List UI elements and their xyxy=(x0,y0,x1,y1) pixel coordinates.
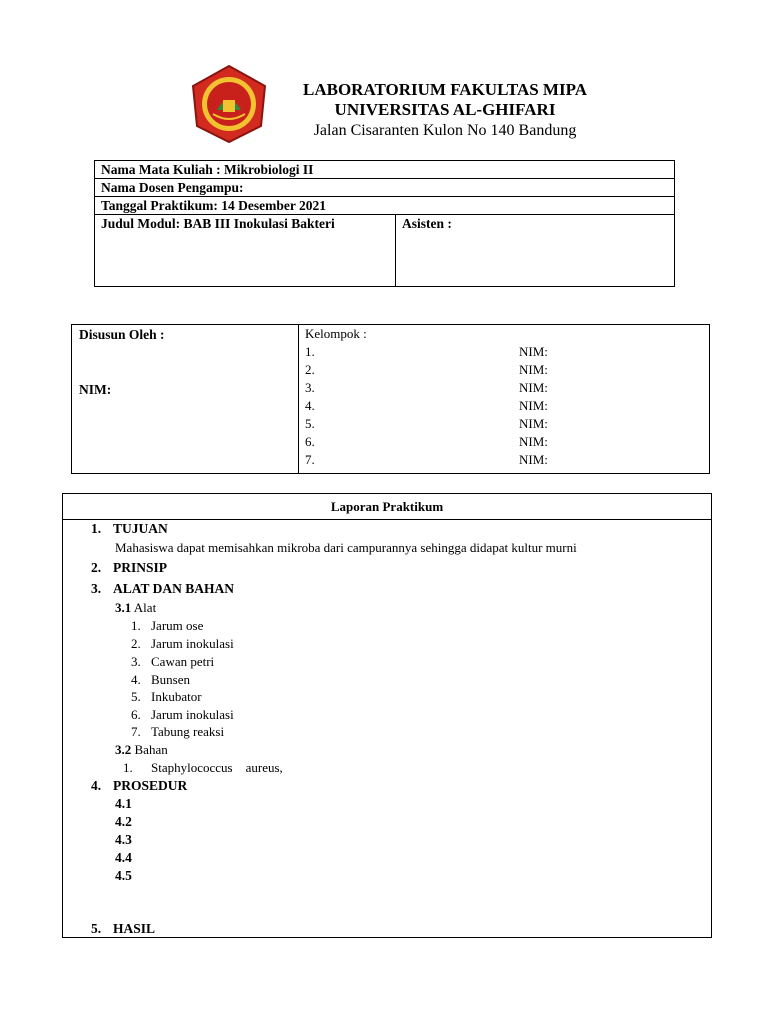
author-cell xyxy=(72,325,299,474)
letterhead xyxy=(280,80,610,142)
section-hasil: 5. HASIL xyxy=(91,921,156,936)
author-label: Disusun Oleh : xyxy=(79,327,165,342)
group-member-row: 1. NIM: xyxy=(305,344,548,359)
group-member-row: 5. NIM: xyxy=(305,416,548,431)
section-tujuan: 1. TUJUAN xyxy=(91,521,168,536)
section-alat-bahan: 3. ALAT DAN BAHAN xyxy=(91,581,235,596)
list-item: 3. Cawan petri xyxy=(131,654,215,669)
date-cell: Tanggal Praktikum: 14 Desember 2021 xyxy=(95,197,675,215)
section-prosedur: 4. PROSEDUR xyxy=(91,778,188,793)
group-table xyxy=(71,324,710,474)
list-item: 5. Inkubator xyxy=(131,689,202,704)
group-member-row: 6. NIM: xyxy=(305,434,548,449)
address: Jalan Cisaranten Kulon No 140 Bandung xyxy=(313,122,577,139)
group-member-row: 7. NIM: xyxy=(305,452,548,467)
group-member-row: 3. NIM: xyxy=(305,380,548,395)
section-prinsip: 2. PRINSIP xyxy=(91,560,168,575)
subsection-bahan: 3.2 Bahan xyxy=(115,742,168,757)
list-item: 2. Jarum inokulasi xyxy=(131,636,234,651)
procedure-step: 4.3 xyxy=(115,832,132,847)
procedure-step: 4.2 xyxy=(115,814,132,829)
report-title: Laporan Praktikum xyxy=(63,494,711,520)
lab-title: LABORATORIUM FAKULTAS MIPA xyxy=(303,80,587,99)
course-name-cell: Nama Mata Kuliah : Mikrobiologi II xyxy=(95,161,675,179)
procedure-step: 4.4 xyxy=(115,850,132,865)
lecturer-cell: Nama Dosen Pengampu: xyxy=(95,179,675,197)
group-label: Kelompok : xyxy=(305,326,367,341)
procedure-step: 4.5 xyxy=(115,868,132,883)
assistant-cell: Asisten : xyxy=(396,215,675,287)
procedure-step: 4.1 xyxy=(115,796,132,811)
university-seal-logo xyxy=(189,64,269,144)
group-member-row: 2. NIM: xyxy=(305,362,548,377)
list-item: 1. Staphylococcus aureus, xyxy=(123,760,283,775)
list-item: 6. Jarum inokulasi xyxy=(131,707,234,722)
subsection-alat: 3.1 Alat xyxy=(115,600,157,615)
module-title-cell: Judul Modul: BAB III Inokulasi Bakteri xyxy=(95,215,396,287)
list-item: 4. Bunsen xyxy=(131,672,190,687)
group-cell xyxy=(299,325,710,474)
tujuan-text: Mahasiswa dapat memisahkan mikroba dari campurannya sehingga didapat kultur murni xyxy=(115,540,577,555)
list-item: 7. Tabung reaksi xyxy=(131,724,225,739)
author-nim-label: NIM: xyxy=(79,382,112,397)
list-item: 1. Jarum ose xyxy=(131,618,204,633)
course-info-table xyxy=(94,160,675,287)
report-box xyxy=(62,493,712,938)
group-member-row: 4. NIM: xyxy=(305,398,548,413)
university-title: UNIVERSITAS AL-GHIFARI xyxy=(334,100,556,119)
